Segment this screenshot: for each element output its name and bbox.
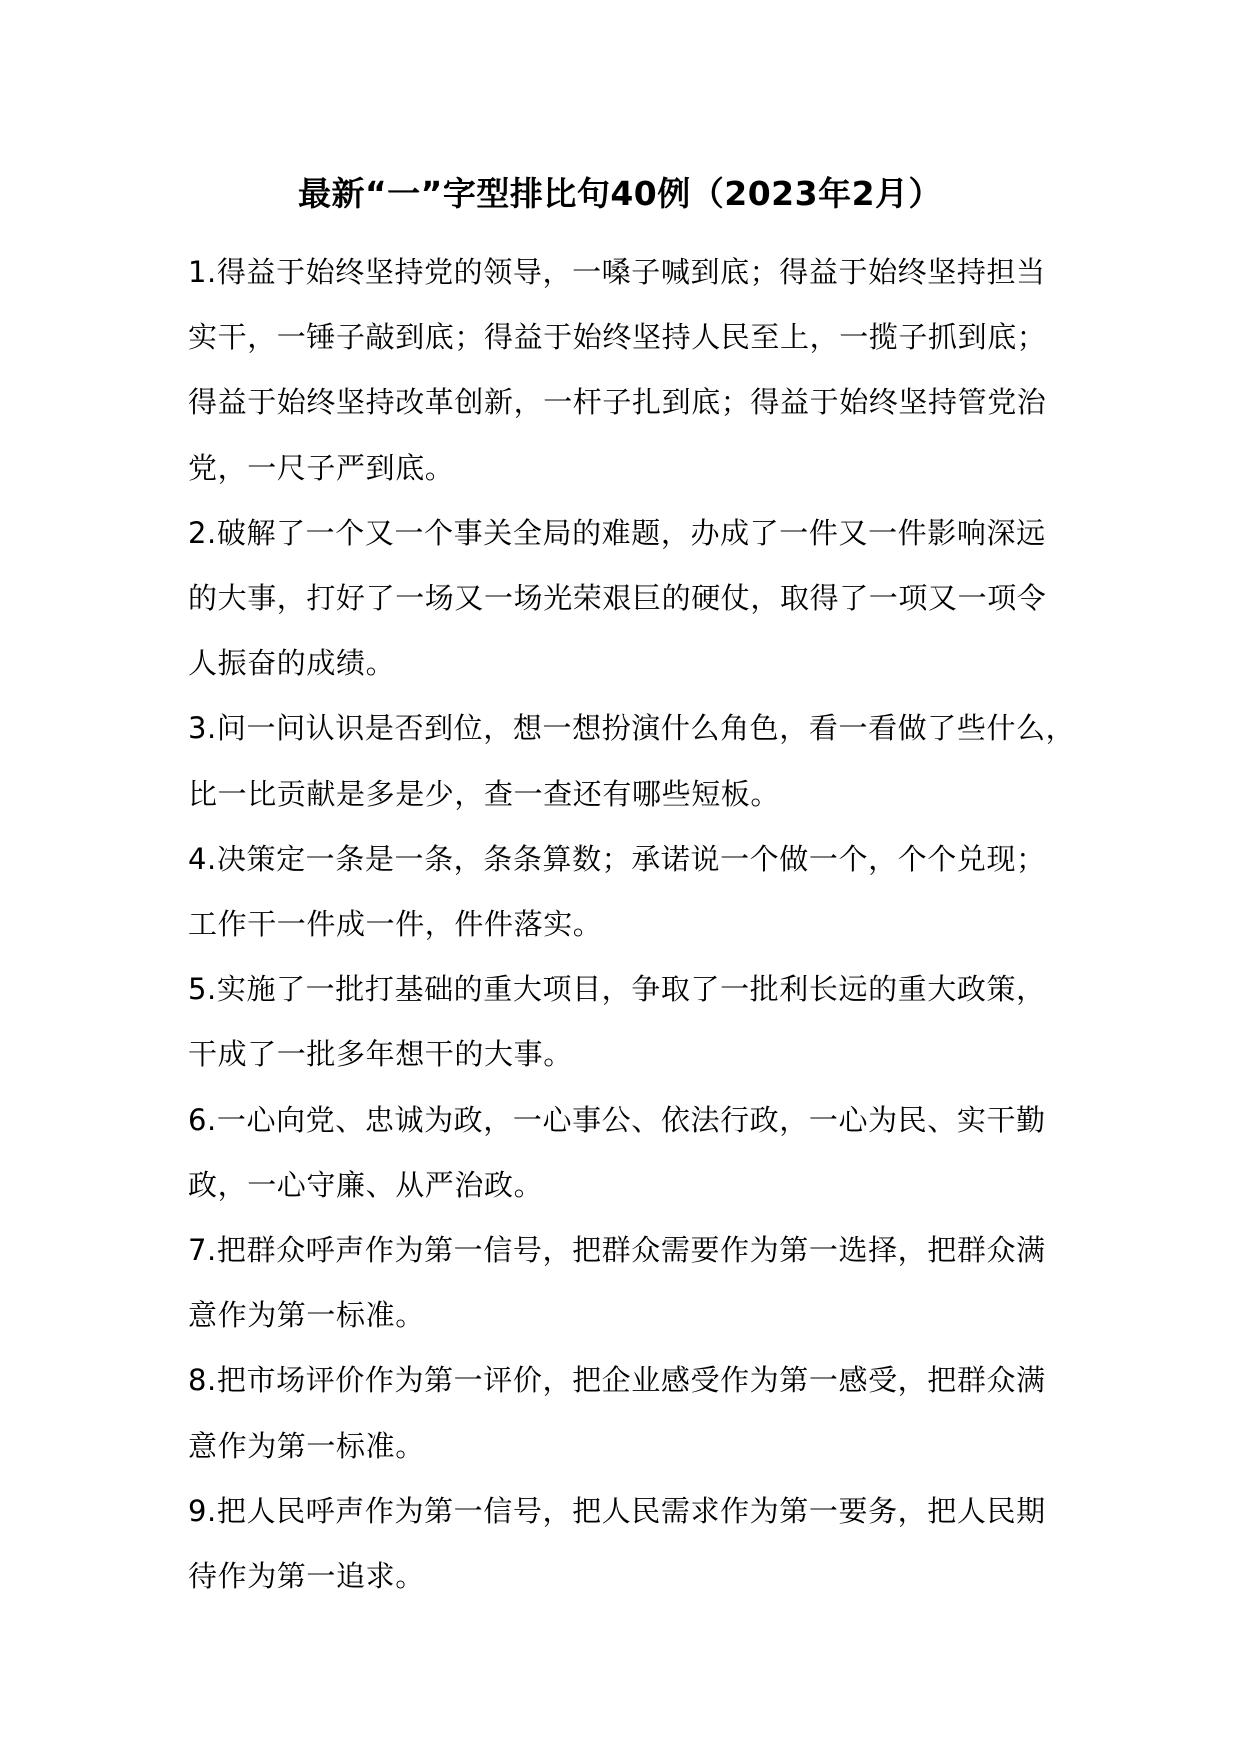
- paragraph: [188, 1088, 1088, 1218]
- paragraph-line: 实干，一锤子敲到底；得益于始终坚持人民至上，一揽子抓到底；: [188, 320, 1047, 355]
- paragraph-line: 2.破解了一个又一个事关全局的难题，办成了一件又一件影响深远: [188, 515, 1046, 550]
- paragraph-line: 意作为第一标准。: [188, 1298, 425, 1333]
- paragraph: [188, 957, 1088, 1087]
- paragraph-line: 人振奋的成绩。: [188, 646, 396, 681]
- document-title: 最新“一”字型排比句40例（2023年2月）: [297, 174, 943, 213]
- paragraph: [188, 501, 1088, 697]
- paragraph-line: 4.决策定一条是一条，条条算数；承诺说一个做一个，个个兑现；: [188, 841, 1046, 876]
- paragraph-line: 政，一心守廉、从严治政。: [188, 1167, 544, 1202]
- paragraph: [188, 827, 1088, 957]
- paragraph-line: 的大事，打好了一场又一场光荣艰巨的硬仗，取得了一项又一项令: [188, 581, 1047, 616]
- paragraph: [188, 240, 1088, 501]
- paragraph-line: 比一比贡献是多是少，查一查还有哪些短板。: [188, 776, 781, 811]
- paragraph-line: 9.把人民呼声作为第一信号，把人民需求作为第一要务，把人民期: [188, 1493, 1046, 1528]
- paragraph-line: 1.得益于始终坚持党的领导，一嗓子喊到底；得益于始终坚持担当: [188, 255, 1046, 289]
- paragraph: [188, 696, 1088, 826]
- paragraph-line: 8.把市场评价作为第一评价，把企业感受作为第一感受，把群众满: [188, 1363, 1046, 1398]
- paragraph-line: 意作为第一标准。: [188, 1428, 425, 1463]
- paragraph: [188, 1479, 1088, 1609]
- paragraph-line: 3.问一问认识是否到位，想一想扮演什么角色，看一看做了些什么，: [188, 711, 1076, 746]
- paragraph-line: 5.实施了一批打基础的重大项目，争取了一批利长远的重大政策，: [188, 972, 1046, 1007]
- document-body: [188, 240, 1088, 1609]
- paragraph-line: 待作为第一追求。: [188, 1559, 425, 1594]
- paragraph-line: 6.一心向党、忠诚为政，一心事公、依法行政，一心为民、实干勤: [188, 1102, 1046, 1137]
- paragraph-line: 干成了一批多年想干的大事。: [188, 1037, 573, 1072]
- paragraph-line: 工作干一件成一件，件件落实。: [188, 907, 603, 942]
- paragraph: [188, 1348, 1088, 1478]
- paragraph-line: 党，一尺子严到底。: [188, 450, 455, 485]
- paragraph-line: 7.把群众呼声作为第一信号，把群众需要作为第一选择，把群众满: [188, 1233, 1046, 1268]
- paragraph-line: 得益于始终坚持改革创新，一杆子扎到底；得益于始终坚持管党治: [188, 385, 1047, 420]
- paragraph: [188, 1218, 1088, 1348]
